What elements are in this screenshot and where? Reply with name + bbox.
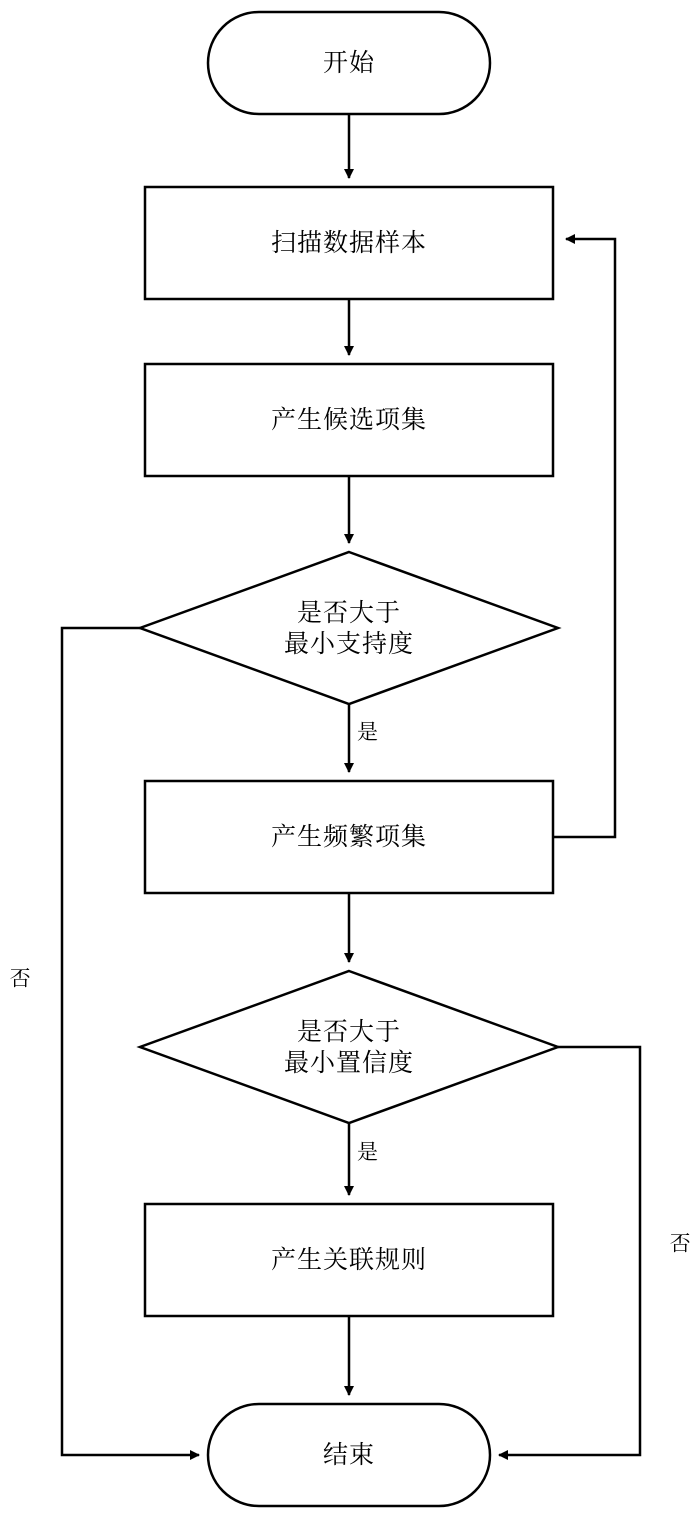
node-end-shape	[208, 1404, 490, 1506]
edge-label-confidence-no: 否	[667, 1232, 692, 1253]
node-end-label: 结束	[322, 1440, 375, 1470]
edge-label-confidence-yes: 是	[357, 1140, 378, 1164]
node-start-label: 开始	[322, 48, 375, 78]
node-confidence-label: 是否大于 最小置信度	[283, 1016, 414, 1077]
node-frequent-shape	[145, 781, 553, 893]
node-candidate-label: 产生候选项集	[270, 405, 427, 435]
edge-frequent-loop-to-scan	[553, 239, 615, 837]
edge-label-support-yes: 是	[357, 720, 378, 744]
node-rules-label: 产生关联规则	[270, 1245, 427, 1275]
node-confidence-shape	[140, 971, 558, 1123]
edge-label-support-no: 否	[7, 967, 32, 988]
node-rules-shape	[145, 1204, 553, 1316]
node-frequent-label: 产生频繁项集	[270, 822, 427, 852]
node-candidate-shape	[145, 364, 553, 476]
node-support-shape	[140, 552, 558, 704]
node-start-shape	[208, 12, 490, 114]
node-scan-shape	[145, 187, 553, 299]
node-scan-label: 扫描数据样本	[270, 228, 427, 258]
node-support-label: 是否大于 最小支持度	[283, 597, 414, 658]
